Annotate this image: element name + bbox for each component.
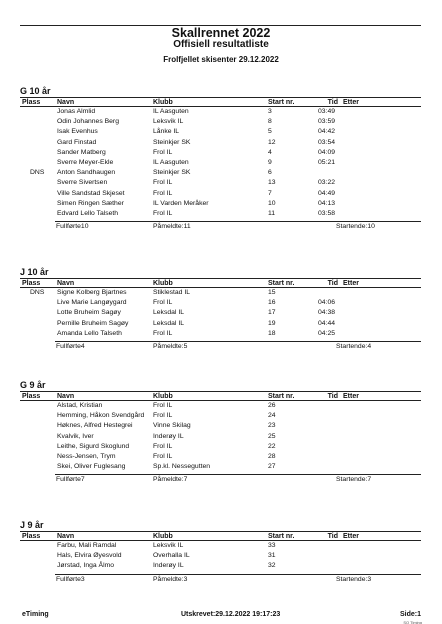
club-cell: Leksvik IL (153, 542, 184, 549)
column-header-row (20, 97, 421, 107)
column-header-start: Start nr. (268, 99, 295, 106)
result-row (20, 209, 421, 219)
result-row (20, 551, 421, 561)
start-number-cell: 25 (268, 432, 276, 440)
time-cell: 04:25 (318, 329, 336, 337)
club-cell: Leksvik IL (153, 118, 184, 126)
result-row (20, 298, 421, 308)
start-number-cell: 27 (268, 463, 276, 471)
club-cell: IL Aasguten (153, 158, 189, 166)
start-number-cell: 22 (268, 442, 276, 450)
column-header-navn: Navn (57, 280, 75, 287)
result-row (20, 452, 421, 462)
club-cell: Frol IL (153, 148, 173, 156)
name-cell: Simen Ringen Sæther (57, 199, 124, 207)
results-section (20, 520, 421, 584)
results-section (20, 267, 421, 351)
time-cell: 03:58 (318, 209, 336, 217)
result-row (20, 411, 421, 421)
class-title: G 9 år (20, 380, 46, 390)
column-header-plass: Plass (22, 99, 41, 106)
club-cell: Leksdal IL (153, 309, 184, 317)
start-number-cell: 26 (268, 402, 276, 409)
results-section (20, 86, 421, 231)
result-row (20, 178, 421, 188)
start-number-cell: 4 (268, 148, 272, 156)
result-row (20, 421, 421, 431)
club-cell: IL Varden Meråker (153, 199, 209, 207)
column-header-plass: Plass (22, 393, 41, 400)
column-header-row (20, 278, 421, 288)
column-header-plass: Plass (22, 533, 41, 540)
club-cell: Inderøy IL (153, 562, 184, 570)
name-cell: Signe Kolberg Bjartnes (57, 289, 127, 296)
result-row (20, 148, 421, 158)
name-cell: Sverre Sivertsen (57, 179, 108, 187)
time-cell: 04:38 (318, 309, 336, 317)
name-cell: Høknes, Alfred Hestegrei (57, 422, 133, 430)
club-cell: Frol IL (153, 209, 173, 217)
club-cell: Steinkjer SK (153, 169, 191, 177)
club-cell: Steinkjer SK (153, 138, 191, 146)
club-cell: IL Aasguten (153, 108, 189, 115)
result-row (20, 138, 421, 148)
time-cell: 04:09 (318, 148, 336, 156)
start-number-cell: 8 (268, 118, 272, 126)
class-title: G 10 år (20, 86, 51, 96)
time-cell: 04:44 (318, 319, 336, 327)
registered-count: Påmeldte:11 (153, 223, 191, 231)
time-cell: 04:42 (318, 128, 336, 136)
time-cell: 03:22 (318, 179, 336, 187)
result-row (20, 319, 421, 329)
printed-timestamp: Utskrevet:29.12.2022 19:17:23 (181, 611, 281, 618)
name-cell: Amanda Lello Talseth (57, 329, 122, 337)
name-cell: Edvard Lello Talseth (57, 209, 119, 217)
start-number-cell: 6 (268, 169, 272, 177)
starters-count: Startende:10 (336, 223, 375, 231)
column-header-row (20, 531, 421, 541)
club-cell: Frol IL (153, 299, 173, 307)
column-header-navn: Navn (57, 393, 75, 400)
column-header-row (20, 391, 421, 401)
class-title: J 9 år (20, 520, 44, 530)
results-section (20, 380, 421, 484)
name-cell: Sander Matberg (57, 148, 106, 156)
column-header-plass: Plass (22, 280, 41, 287)
name-cell: Alstad, Kristian (57, 402, 103, 409)
club-cell: Frol IL (153, 402, 173, 409)
name-cell: Hemming, Håkon Svendgård (57, 412, 145, 420)
club-cell: Leksdal IL (153, 319, 184, 327)
finished-count: Fullførte10 (56, 223, 89, 231)
name-cell: Ness-Jensen, Trym (57, 452, 116, 460)
column-header-start: Start nr. (268, 280, 295, 287)
name-cell: Jørstad, Inga Ålmo (57, 562, 115, 570)
club-cell: Vinne Skilag (153, 422, 191, 430)
result-row (20, 199, 421, 209)
time-cell: 03:54 (318, 138, 336, 146)
result-row (20, 168, 421, 178)
page-footer (20, 611, 421, 621)
start-number-cell: 11 (268, 209, 276, 217)
result-row (20, 462, 421, 472)
column-header-klubb: Klubb (153, 533, 173, 540)
name-cell: Hals, Elvira Øyesvold (57, 552, 122, 560)
start-number-cell: 24 (268, 412, 276, 420)
start-number-cell: 17 (268, 309, 276, 317)
start-number-cell: 15 (268, 289, 276, 296)
name-cell: Sverre Meyer-Ekle (57, 158, 114, 166)
class-title: J 10 år (20, 267, 49, 277)
column-header-start: Start nr. (268, 393, 295, 400)
registered-count: Påmeldte:5 (153, 342, 188, 350)
start-number-cell: 13 (268, 179, 276, 187)
vendor-label: SO Timing (403, 620, 422, 624)
result-row (20, 158, 421, 168)
column-header-tid: Tid (327, 393, 338, 400)
page-number: Side:1 (399, 611, 421, 618)
starters-count: Startende:7 (336, 476, 372, 484)
column-header-etter: Etter (343, 99, 359, 106)
placement-cell: DNS (30, 289, 45, 296)
time-cell: 03:49 (318, 108, 336, 115)
start-number-cell: 7 (268, 189, 272, 197)
start-number-cell: 23 (268, 422, 276, 430)
result-row (20, 432, 421, 442)
timing-system-label: eTiming (22, 611, 49, 618)
registered-count: Påmeldte:7 (153, 476, 188, 484)
event-title: Skallrennet 2022 (171, 26, 271, 40)
club-cell: Sp.kl. Nessegutten (153, 463, 211, 471)
result-row (20, 329, 421, 339)
start-number-cell: 16 (268, 299, 276, 307)
start-number-cell: 3 (268, 108, 272, 115)
finished-count: Fullførte7 (56, 476, 85, 484)
name-cell: Leithe, Sigurd Skoglund (57, 442, 130, 450)
result-row (20, 401, 421, 411)
document-subtitle: Offisiell resultatliste (173, 39, 269, 50)
time-cell: 04:13 (318, 199, 336, 207)
start-number-cell: 9 (268, 158, 272, 166)
club-cell: Lånke IL (153, 128, 180, 136)
column-header-klubb: Klubb (153, 99, 173, 106)
column-header-tid: Tid (327, 533, 338, 540)
starters-count: Startende:4 (336, 342, 372, 350)
start-number-cell: 33 (268, 542, 276, 549)
starters-count: Startende:3 (336, 575, 372, 583)
club-cell: Inderøy IL (153, 432, 184, 440)
name-cell: Lotte Bruheim Sagøy (57, 309, 121, 317)
column-header-klubb: Klubb (153, 280, 173, 287)
section-summary (55, 221, 421, 231)
name-cell: Kvalvik, Iver (57, 432, 94, 440)
result-row (20, 442, 421, 452)
name-cell: Odin Johannes Berg (57, 118, 119, 126)
name-cell: Ville Sandstad Skjeset (57, 189, 125, 197)
name-cell: Live Marie Langøygard (57, 299, 127, 307)
column-header-navn: Navn (57, 533, 75, 540)
time-cell: 04:06 (318, 299, 336, 307)
time-cell: 03:59 (318, 118, 336, 126)
result-row (20, 288, 421, 298)
placement-cell: DNS (30, 169, 45, 177)
start-number-cell: 32 (268, 562, 276, 570)
club-cell: Frol IL (153, 452, 173, 460)
column-header-etter: Etter (343, 533, 359, 540)
result-row (20, 107, 421, 117)
section-summary (55, 474, 421, 484)
column-header-klubb: Klubb (153, 393, 173, 400)
finished-count: Fullførte4 (56, 342, 85, 350)
result-row (20, 117, 421, 127)
club-cell: Frol IL (153, 179, 173, 187)
result-row (20, 308, 421, 318)
finished-count: Fullførte3 (56, 575, 85, 583)
start-number-cell: 31 (268, 552, 276, 560)
club-cell: Stiklestad IL (153, 289, 191, 296)
club-cell: Overhalla IL (153, 552, 190, 560)
result-row (20, 189, 421, 199)
start-number-cell: 28 (268, 452, 276, 460)
section-summary (55, 574, 421, 584)
column-header-etter: Etter (343, 393, 359, 400)
start-number-cell: 12 (268, 138, 276, 146)
column-header-navn: Navn (57, 99, 75, 106)
registered-count: Påmeldte:3 (153, 575, 188, 583)
section-summary (55, 341, 421, 351)
club-cell: Frol IL (153, 442, 173, 450)
column-header-etter: Etter (343, 280, 359, 287)
time-cell: 05:21 (318, 158, 336, 166)
column-header-tid: Tid (327, 99, 338, 106)
time-cell: 04:49 (318, 189, 336, 197)
name-cell: Farbu, Mali Ramdal (57, 542, 117, 549)
club-cell: Frol IL (153, 189, 173, 197)
club-cell: Frol IL (153, 329, 173, 337)
start-number-cell: 19 (268, 319, 276, 327)
result-row (20, 561, 421, 571)
column-header-tid: Tid (327, 280, 338, 287)
start-number-cell: 18 (268, 329, 276, 337)
start-number-cell: 10 (268, 199, 276, 207)
document-header (0, 27, 442, 65)
result-row (20, 127, 421, 137)
name-cell: Jonas Almlid (57, 108, 96, 115)
name-cell: Anton Sandhaugen (57, 169, 116, 177)
column-header-start: Start nr. (268, 533, 295, 540)
name-cell: Skei, Oliver Fuglesang (57, 463, 126, 471)
name-cell: Gard Finstad (57, 138, 97, 146)
name-cell: Pernille Bruheim Sagøy (57, 319, 129, 327)
result-row (20, 541, 421, 551)
club-cell: Frol IL (153, 412, 173, 420)
start-number-cell: 5 (268, 128, 272, 136)
venue-date: Frolfjellet skisenter 29.12.2022 (163, 55, 279, 64)
name-cell: Isak Evenhus (57, 128, 98, 136)
